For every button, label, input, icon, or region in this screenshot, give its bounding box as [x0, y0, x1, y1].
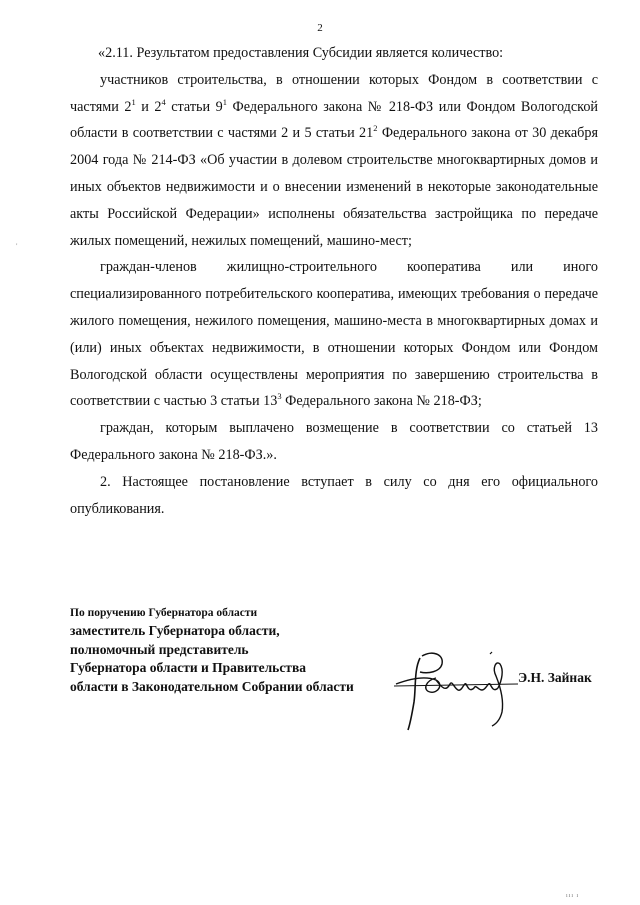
signature-line-representative: полномочный представитель: [70, 641, 249, 657]
paragraph-cooperative-members: [70, 254, 598, 415]
document-body: [70, 40, 598, 522]
superscript: 2: [373, 123, 378, 134]
superscript: 1: [222, 96, 227, 107]
paragraph-participants: [70, 67, 598, 255]
paragraph-2-11-heading: «2.11. Результатом предоставления Субсидии является количество:: [98, 45, 504, 61]
margin-mark: ,: [16, 240, 18, 246]
handwritten-signature-icon: [392, 640, 522, 735]
text-run: Федерального закона от 30 декабря 2004 года № 214-ФЗ «Об участии в долевом строительстве многоквартирных домов и иных объектов недвижимости и о внесении изменений в некоторые законодательные акты Российской Федерации» исполнены обязательства застройщика по передаче жилых помещений, нежилых помещений, машино-мест;: [70, 125, 598, 249]
text-run: граждан-членов жилищно-строительного кооператива или иного специализированного потребительского кооператива, имеющих требования о передаче жилого помещения, нежилого помещения, машино-места в многоквартирных домах и (или) иных объектах недвижимости, в отношении которых Фондом или Фондом Вологодской области осуществлены мероприятия по завершению строительства в соответствии с частью 3 статьи 13: [70, 259, 598, 410]
text-run: и 2: [135, 98, 162, 115]
text-run: статьи 9: [165, 98, 223, 115]
signature-line-governor: Губернатора области и Правительства: [70, 660, 306, 675]
superscript: 4: [161, 96, 166, 107]
text-run: Федерального закона № 218-ФЗ;: [281, 393, 482, 410]
paragraph-compensated-citizens: граждан, которым выплачено возмещение в соответствии со статьей 13 Федерального закона № 218-ФЗ.».: [70, 420, 598, 463]
signatory-name: Э.Н. Зайнак: [518, 670, 592, 685]
signature-line-assembly: области в Законодательном Собрании области: [70, 678, 354, 694]
footer-mark: ııı ı: [566, 893, 580, 899]
paragraph-entry-into-force: 2. Настоящее постановление вступает в силу со дня его официального опубликования.: [70, 473, 598, 517]
text-run: участников строительства, в отношении которых Фондом в соответствии с частями 2: [70, 71, 598, 115]
signature-line-on-behalf: По поручению Губернатора области: [70, 607, 258, 619]
text-run: Федерального закона № 218-ФЗ или Фондом Вологодской области в соответствии с частями 2 и 5 статьи 21: [70, 98, 599, 142]
superscript: 3: [277, 391, 282, 402]
page-number: 2: [317, 22, 323, 34]
signature-line-position: заместитель Губернатора области,: [70, 623, 280, 638]
superscript: 1: [131, 96, 136, 107]
